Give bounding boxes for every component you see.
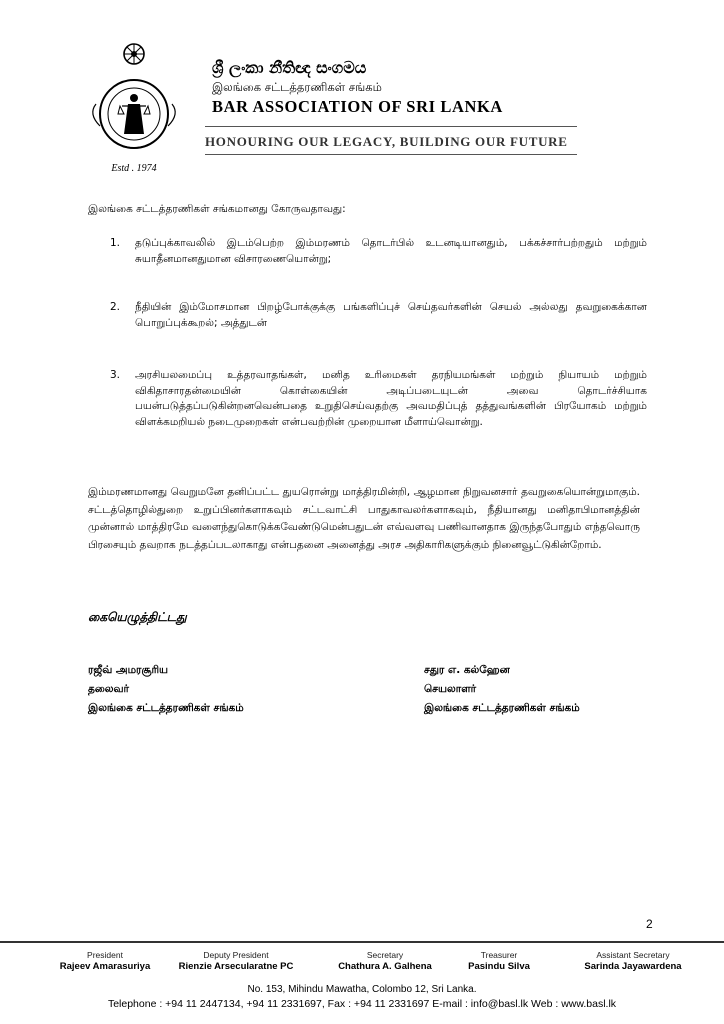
page-number: 2 (646, 917, 653, 931)
officer-name: Pasindu Silva (468, 961, 530, 972)
demand-text: தடுப்புக்காவலில் இடம்பெற்ற இம்மரணம் தொடர்பில் உடனடியானதும், பக்கச்சார்பற்றதும் மற்றும் சுயாதீனமானதுமான விசாரணையொன்று; (135, 237, 647, 265)
signatory-org: இலங்கை சட்டத்தரணிகள் சங்கம் (424, 702, 580, 714)
header-divider-bottom (205, 154, 577, 155)
demand-number: 1. (110, 237, 121, 249)
header-tamil-name: இலங்கை சட்டத்தரணிகள் சங்கம் (212, 80, 382, 94)
footer-address: No. 153, Mihindu Mawatha, Colombo 12, Sri Lanka. (247, 984, 477, 995)
closing-paragraph: இம்மரணமானது வெறுமனே தனிப்பட்ட துயரொன்று மாத்திரமின்றி, ஆழமான நிறுவனசார் தவறுகையொன்றுமாகும். சட்டத்தொழில்துறை உறுப்பினர்களாகவும் சட்டவாட்சி பாதுகாவலர்களாகவும், நீதியானது மனிதாபிமானத்தின் முன்னால் மாத்திரமே வளைந்துகொடுக்கவேண்டுமென்பதுடன் எவ்வளவு பணிவானதாக இருந்தபோதும் எந்தவொரு பிரசையும் தவறாக நடத்தப்படலாகாது என்பதனை அனைத்து அரச அதிகாரிகளுக்கும் நினைவூட்டுகின்றோம். (88, 486, 640, 551)
header-tagline: HONOURING OUR LEGACY, BUILDING OUR FUTURE (205, 134, 568, 149)
signatory-title: தலைவர் (88, 683, 130, 695)
footer-divider (0, 941, 724, 943)
footer-contact: Telephone : +94 11 2447134, +94 11 2331697, Fax : +94 11 2331697 E-mail : info@basl.lk Web : www.basl.lk (107, 998, 617, 1010)
footer-officer-president (30, 950, 180, 972)
officer-role: Secretary (366, 950, 404, 960)
officer-role: Assistant Secretary (596, 950, 670, 960)
officer-role: President (87, 950, 123, 960)
footer-officer-assistant-secretary (558, 950, 708, 972)
officer-role: Deputy President (203, 950, 269, 960)
demand-number: 2. (110, 301, 121, 313)
signed-label: கையெழுத்திட்டது (88, 610, 187, 624)
header-divider-top (205, 126, 577, 127)
demand-text: அரசியலமைப்பு உத்தரவாதங்கள், மனித உரிமைகள் தரநியமங்கள் மற்றும் நியாயம் மற்றும் விகிதாசாரதன்மையின் கொள்கையின் அடிப்படையுடன் அவை தொடர்ச்சியாக பயன்படுத்தப்படுகின்றனவென்பதை உறுதிசெய்வதற்கு அவமதிப்புத் தத்துவங்களின் பிரயோகம் மற்றும் விளக்கமறியல் நடைமுறைகள் என்பவற்றின் முறையான மீளாய்வொன்று. (135, 369, 647, 428)
officer-name: Sarinda Jayawardena (584, 961, 682, 972)
signatory-name: சதுர எ. கல்ஹேன (424, 664, 510, 676)
header-sinhala-name: ශ්‍රී ලංකා නීතිඥ සංගමය (212, 58, 367, 77)
dharma-wheel-icon (124, 44, 144, 64)
footer-officer-deputy-president (161, 950, 311, 972)
logo-estd-text: Estd . 1974 (111, 163, 157, 174)
officer-name: Rajeev Amarasuriya (59, 961, 151, 972)
signatory-org: இலங்கை சட்டத்தரணிகள் சங்கம் (88, 702, 244, 714)
officer-name: Rienzie Arsecularatne PC (178, 961, 294, 972)
letter-intro: இலங்கை சட்டத்தரணிகள் சங்கமானது கோருவதாவது: (88, 203, 346, 215)
signatory-name: ரஜீவ் அமரசூரிய (88, 664, 169, 676)
signatory-title: செயலாளர் (424, 683, 477, 695)
demand-number: 3. (110, 369, 121, 381)
officer-role: Treasurer (480, 950, 518, 960)
lady-justice-icon (118, 94, 150, 134)
officer-name: Chathura A. Galhena (338, 961, 432, 972)
demand-text: நீதியின் இம்மோசமான பிறழ்போக்குக்கு பங்களிப்புச் செய்தவர்களின் செயல் அல்லது தவறுகைக்கான பொறுப்புக்கூறல்; அத்துடன் (135, 301, 647, 329)
footer-officer-treasurer (424, 950, 574, 972)
header-english-name: BAR ASSOCIATION OF SRI LANKA (212, 97, 503, 116)
signatory-president (88, 661, 244, 718)
basl-emblem-logo (82, 40, 186, 178)
signatory-secretary (424, 661, 580, 718)
